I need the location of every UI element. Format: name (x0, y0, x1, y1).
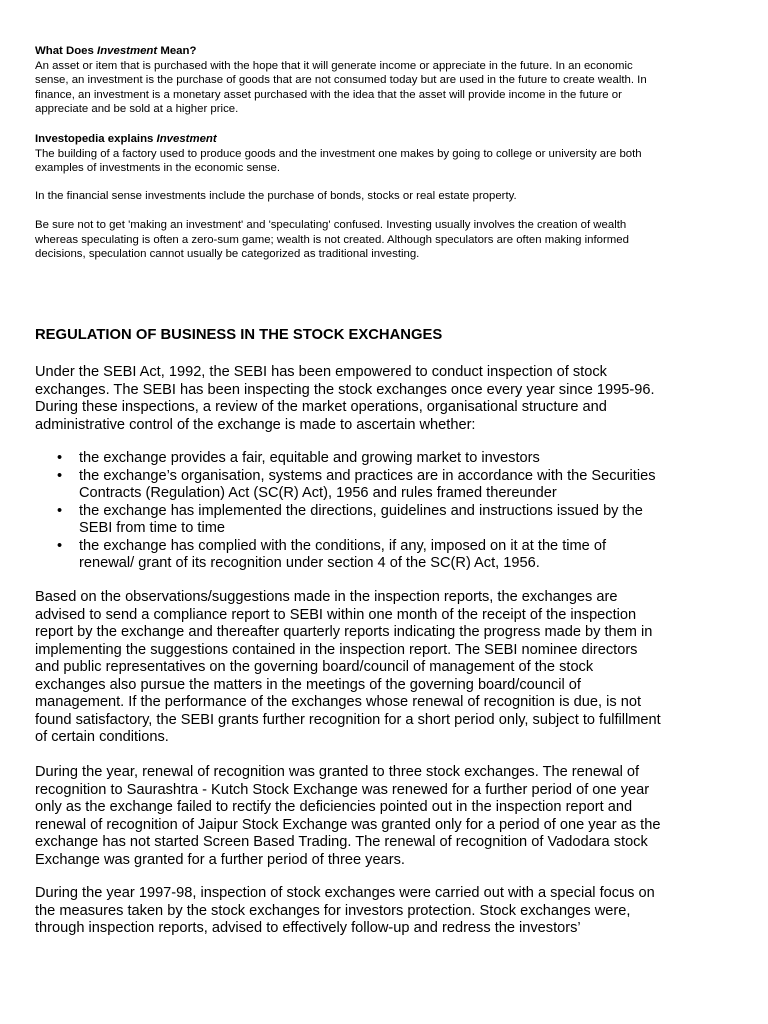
bullet-icon: • (57, 537, 63, 554)
list-item: • the exchange has implemented the directions, guidelines and instructions issued by the SEBI from time to time (57, 502, 643, 536)
list-item: • the exchange has complied with the conditions, if any, imposed on it at the time of renewal/ grant of its recognition under section 4 of the SC(R) Act, 1956. (57, 537, 607, 571)
list-item: • the exchange provides a fair, equitable and growing market to investors (57, 450, 540, 466)
explanation-paragraph: The building of a factory used to produce goods and the investment one makes by going to college or university are both examples of investments in the economic sense. (35, 147, 642, 175)
explanation-paragraph: In the financial sense investments include the purchase of bonds, stocks or real estate property. (35, 190, 517, 202)
bullet-icon: • (57, 502, 63, 519)
explanation-paragraph: Be sure not to get 'making an investment' and 'speculating' confused. Investing usually involves the creation of wealth whereas speculating is often a zero-sum game; wealth is not created. Although speculators are often making informed decisions, speculation cannot usually be categorized as traditional investing. (35, 219, 629, 261)
body-paragraph: During the year 1997-98, inspection of stock exchanges were carried out with a special focus on the measures taken by the stock exchanges for investors protection. Stock exchanges were, through inspection reports, advised to effectively follow-up and redress the investors’ (35, 885, 655, 936)
definition-section (35, 44, 661, 117)
definition-text: An asset or item that is purchased with the hope that it will generate income or appreciate in the future. In an economic sense, an investment is the purchase of goods that are not consumed today but are used in the future to create wealth. In finance, an investment is a monetary asset purchased with the idea that the asset will provide income in the future or appreciate and be sold at a higher price. (35, 59, 647, 116)
bullet-list (35, 450, 663, 573)
bullet-icon: • (57, 467, 63, 484)
explanation-section (35, 132, 661, 176)
list-item: • the exchange’s organisation, systems and practices are in accordance with the Securities Contracts (Regulation) Act (SC(R) Act), 1956 and rules framed thereunder (57, 467, 656, 501)
section-heading: REGULATION OF BUSINESS IN THE STOCK EXCHANGES (35, 327, 443, 343)
body-paragraph: Under the SEBI Act, 1992, the SEBI has been empowered to conduct inspection of stock exchanges. The SEBI has been inspecting the stock exchanges once every year since 1995-96. During these inspections, a review of the market operations, organisational structure and administrative control of the exchange is made to ascertain whether: (35, 364, 655, 433)
bullet-icon: • (57, 450, 63, 466)
explanation-heading: Investopedia explains Investment (35, 133, 217, 145)
definition-heading: What Does Investment Mean? (35, 45, 197, 57)
body-paragraph: During the year, renewal of recognition was granted to three stock exchanges. The renewal of recognition to Saurashtra - Kutch Stock Exchange was renewed for a further period of one year only as the exchange failed to rectify the deficiencies pointed out in the inspection report and renewal of recognition of Jaipur Stock Exchange was granted only for a period of one year as the exchange has not started Screen Based Trading. The renewal of recognition of Vadodara stock Exchange was granted for a further period of three years. (35, 764, 661, 868)
body-paragraph: Based on the observations/suggestions made in the inspection reports, the exchanges are advised to send a compliance report to SEBI within one month of the receipt of the inspection report by the exchange and thereafter quarterly reports indicating the progress made by them in implementing the suggestions contained in the inspection report. The SEBI nominee directors and public representatives on the governing board/council of management of the stock exchanges also pursue the matters in the meetings of the governing board/council of management. If the performance of the exchanges whose renewal of recognition is due, is not found satisfactory, the SEBI grants further recognition for a short period only, subject to fulfillment of certain conditions. (35, 589, 661, 745)
